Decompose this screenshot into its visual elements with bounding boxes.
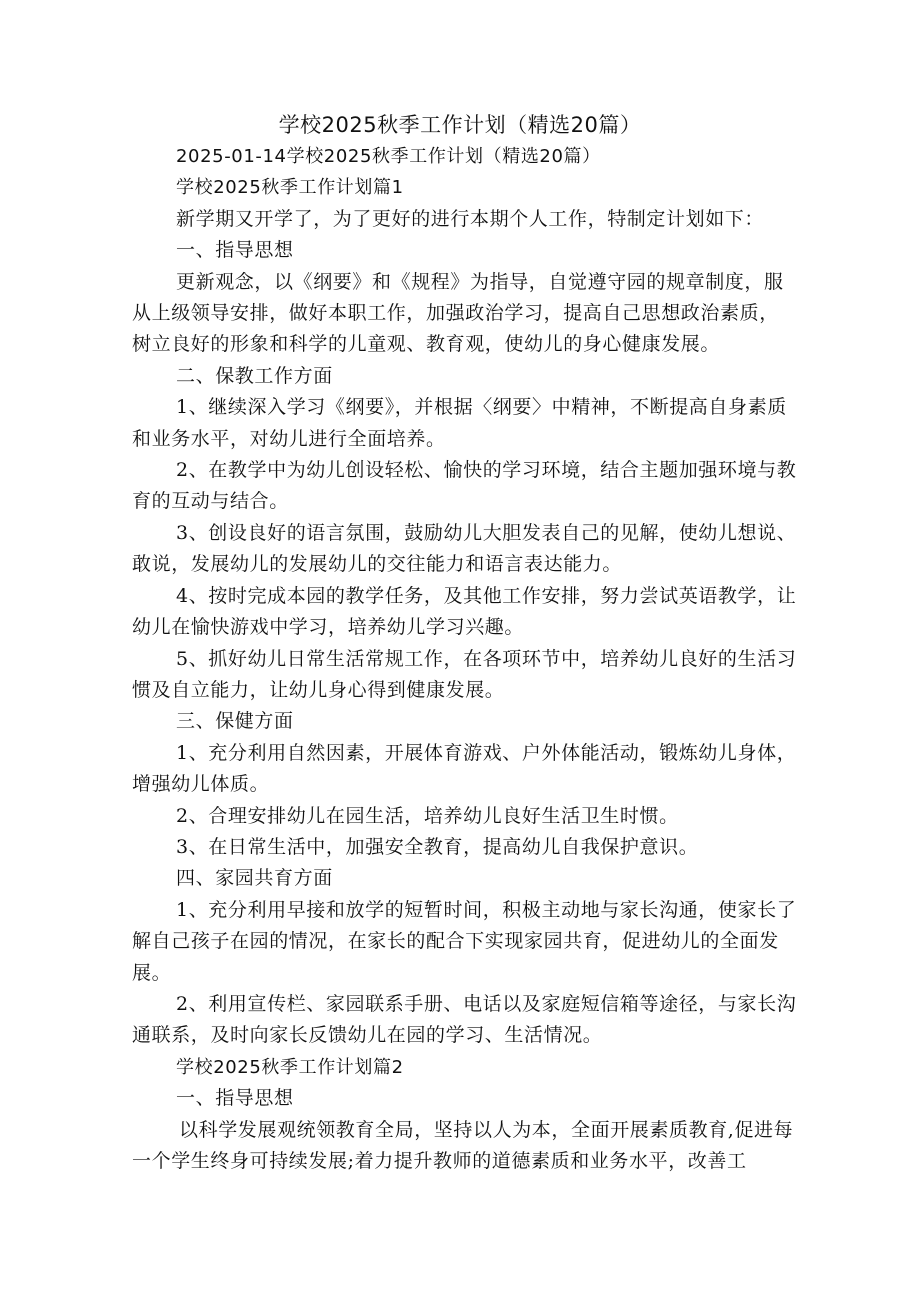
document-paragraph: 二、保教工作方面: [176, 364, 333, 387]
document-paragraph: 1、充分利用自然因素，开展体育游戏、户外体能活动，锻炼幼儿身体，增强幼儿体质。: [132, 741, 797, 796]
document-paragraph: 5、抓好幼儿日常生活常规工作，在各项环节中，培养幼儿良好的生活习惯及自立能力，让幼儿身心得到健康发展。: [132, 647, 797, 701]
document-paragraph: 1、充分利用早接和放学的短暂时间，积极主动地与家长沟通，使家长了解自己孩子在园的情况，在家长的配合下实现家园共育，促进幼儿的全面发展。: [132, 898, 797, 984]
document-paragraph: 学校2025秋季工作计划篇2: [176, 1056, 404, 1078]
document-paragraph: 新学期又开学了，为了更好的进行本期个人工作，特制定计划如下：: [176, 207, 765, 230]
document-paragraph: 2、合理安排幼儿在园生活，培养幼儿良好生活卫生时惯。: [176, 804, 679, 827]
document-paragraph: 三、保健方面: [176, 710, 294, 733]
document-paragraph: 以科学发展观统领教育全局，坚持以人为本，全面开展素质教育,促进每一个学生终身可持续发展;着力提升教师的道德素质和业务水平，改善工: [132, 1118, 794, 1172]
document-paragraph: 2、在教学中为幼儿创设轻松、愉快的学习环境，结合主题加强环境与教育的互动与结合。: [132, 459, 797, 513]
document-paragraph: 四、家园共育方面: [176, 867, 333, 890]
document-paragraph: 2025-01-14学校2025秋季工作计划（精选20篇）: [176, 146, 601, 167]
document-paragraph: 一、指导思想: [176, 239, 294, 262]
document-paragraph: 更新观念，以《纲要》和《规程》为指导，自觉遵守园的规章制度，服从上级领导安排，做好本职工作，加强政治学习，提高自己思想政治素质，树立良好的形象和科学的儿童观、教育观，使幼儿的身心健康发展。: [132, 270, 784, 356]
document-paragraph: 学校2025秋季工作计划篇1: [176, 177, 404, 199]
document-body: [132, 141, 797, 1177]
document-paragraph: 4、按时完成本园的教学任务，及其他工作安排，努力尝试英语教学，让幼儿在愉快游戏中学习，培养幼儿学习兴趣。: [132, 584, 797, 639]
document-paragraph: 一、指导思想: [176, 1087, 294, 1110]
document-paragraph: 1、继续深入学习《纲要》，并根据〈纲要〉中精神，不断提高自身素质和业务水平，对幼儿进行全面培养。: [132, 396, 787, 450]
document-paragraph: 3、创设良好的语言氛围，鼓励幼儿大胆发表自己的见解，使幼儿想说、敢说，发展幼儿的发展幼儿的交往能力和语言表达能力。: [132, 521, 797, 576]
document-paragraph: 2、利用宣传栏、家园联系手册、电话以及家庭短信箱等途径，与家长沟通联系，及时向家长反馈幼儿在园的学习、生活情况。: [132, 992, 797, 1047]
document-paragraph: 3、在日常生活中，加强安全教育，提高幼儿自我保护意识。: [176, 835, 699, 858]
document-title: 学校2025秋季工作计划（精选20篇）: [278, 113, 642, 137]
